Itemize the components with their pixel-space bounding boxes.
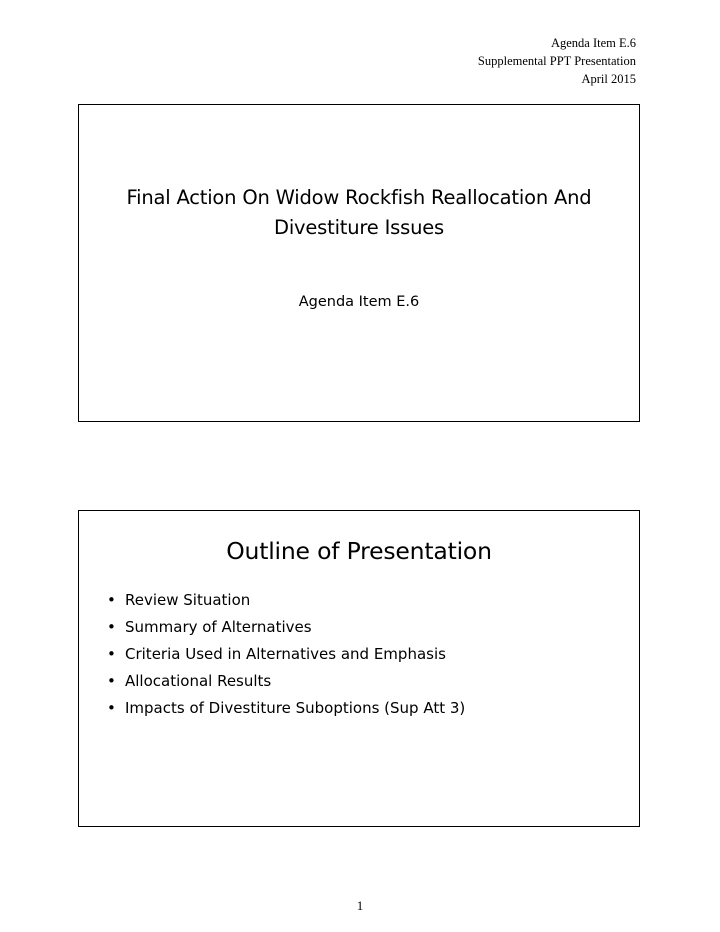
- header-presentation-type: Supplemental PPT Presentation: [477, 54, 636, 68]
- slide-1-subtitle: Agenda Item E.6: [298, 294, 420, 310]
- outline-bullet-item: [107, 668, 619, 695]
- slide-title: [78, 104, 640, 422]
- bullet-icon: •: [107, 699, 116, 717]
- slide-1-title-line-2: Divestiture Issues: [274, 216, 444, 239]
- slide-2-title: Outline of Presentation: [226, 537, 492, 565]
- slide-1-title: [99, 183, 619, 243]
- header-date: April 2015: [581, 72, 636, 86]
- bullet-icon: •: [107, 591, 116, 609]
- document-header-note: [478, 34, 636, 88]
- bullet-icon: •: [107, 672, 116, 690]
- outline-bullet-item: [107, 614, 619, 641]
- bullet-icon: •: [107, 618, 116, 636]
- bullet-text: Summary of Alternatives: [125, 618, 312, 636]
- bullet-text: Review Situation: [125, 591, 251, 609]
- page-number: 1: [356, 898, 364, 913]
- outline-bullet-item: [107, 641, 619, 668]
- outline-bullet-item: [107, 587, 619, 614]
- slide-outline: [78, 510, 640, 827]
- bullet-text: Criteria Used in Alternatives and Emphasis: [125, 645, 446, 663]
- slide-1-title-line-1: Final Action On Widow Rockfish Reallocation And: [126, 186, 592, 209]
- bullet-icon: •: [107, 645, 116, 663]
- outline-bullet-list: [107, 587, 619, 722]
- outline-bullet-item: [107, 695, 619, 722]
- bullet-text: Impacts of Divestiture Suboptions (Sup Att 3): [125, 699, 466, 717]
- header-agenda-item: Agenda Item E.6: [550, 36, 636, 50]
- bullet-text: Allocational Results: [125, 672, 272, 690]
